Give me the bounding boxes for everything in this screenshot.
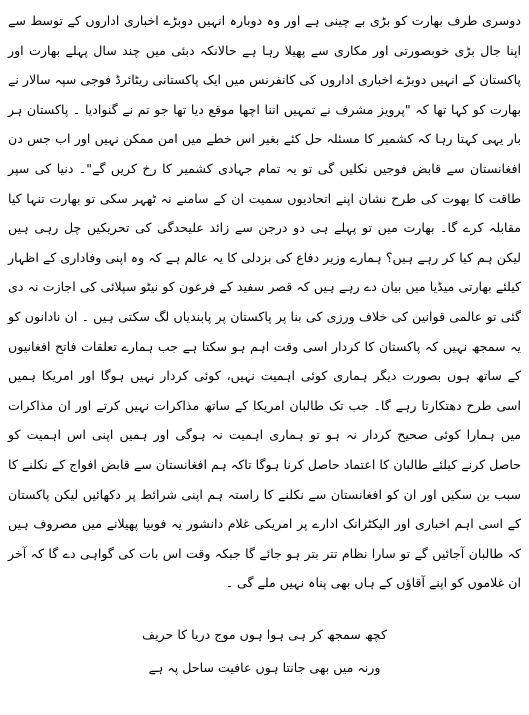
closing-couplet [8,618,521,684]
couplet-line-2: ورنہ میں بھی جانتا ہوں عافیت ساحل پہ ہے [148,659,381,675]
article-body-text: دوسری طرف بھارت کو بڑی بے چینی ہے اور وہ دوبارہ انہیں دوبڑے اخباری اداروں کے توسط سے اپنا جال بڑی خوبصورتی اور مکاری سے پھیلا رہا ہے حالانکہ دبئی میں چند سال پہلے بھارت اور پاکستان کے انہیں دوبڑے اخباری اداروں کی کانفرنس میں ایک پاکستانی ریٹائرڈ فوجی سپہ سالار نے بھارت کو کہا تھا کہ "پرویز مشرف نے تمہیں اتنا اچھا موقع دیا تھا جو تم نے گنوادیا ۔ پاکستان ہر بار یہی کہتا رہا کہ کشمیر کا مسئلہ حل کئے بغیر اس خطے میں امن ممکن نہیں اور اب جس دن افغانستان سے قابض فوجیں نکلیں گی تو یہ تمام جہادی کشمیر کا رخ کریں گے"۔ دنیا کی سپر طاقت کا بھوت کی طرح نشان اپنے اتحادیوں سمیت ان کے سامنے نہ ٹھہر سکی تو بھارت تنہا کیا مقابلہ کرے گا۔ بھارت میں تو پہلے ہی دو درجن سے زائد علیحدگی کی تحریکیں چل رہی ہیں لیکن ہم کیا کر رہے ہیں؟ ہمارے وزیر دفاع کی بزدلی کا یہ عالم ہے کہ وہ اپنی وفاداری کے اظہار کیلئے بھارتی میڈیا میں بیان دے رہے ہیں کہ قصر سفید کے فرعون کو نیٹو سپلائی کی اجازت نہ دی گئی تو عالمی قوانین کی خلاف ورزی کی بنا پر پاکستان پر پابندیاں لگ سکتی ہیں ۔ ان نادانوں کو یہ سمجھ نہیں کہ پاکستان کا کردار اسی وقت اہم ہو سکتا ہے جب ہمارے تعلقات فاتح افغانیوں کے ساتھ ہوں بصورت دیگر ہماری کوئی اہمیت نہیں، کوئی کردار نہیں ہوگا اور امریکا ہمیں اسی طرح دھتکارتا رہے گا۔ جب تک طالبان امریکا کے ساتھ مذاکرات نہیں کرتے اور ان مذاکرات میں ہمارا کوئی صحیح کردار نہ ہو تو ہماری اہمیت نہ ہوگی اور ہمیں اپنی اس اہمیت کو حاصل کرنے کیلئے طالبان کا اعتماد حاصل کرنا ہوگا تاکہ ہم افغانستان سے قابض افواج کے نکلنے کا سبب بن سکیں اور ان کو افغانستان سے نکلنے کا راستہ ہم اپنی شرائط پر دکھائیں لیکن پاکستان کے اسی اہم اخباری اور الیکٹرانک ادارے پر امریکی غلام دانشور یہ فوبیا پھیلانے میں مصروف ہیں کہ طالبان آجائیں گے تو سارا نظام تتر بتر ہو جائے گا جبکہ وقت اس بات کی گواہی دے گا کہ آخر ان غلاموں کو اپنے آقاؤں کے ہاں بھی پناہ نہیں ملے گی ۔ [8,13,521,591]
couplet-line-1: کچھ سمجھ کر ہی ہوا ہوں موج دریا کا حریف [142,626,387,642]
